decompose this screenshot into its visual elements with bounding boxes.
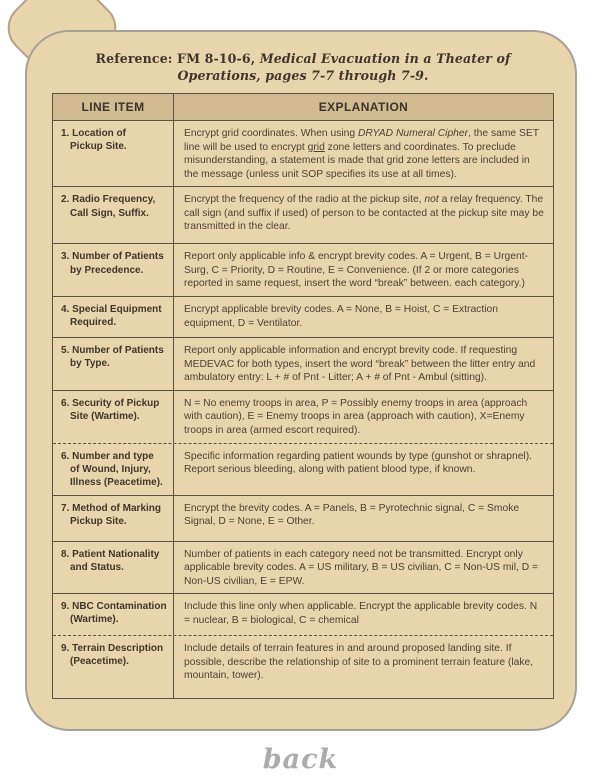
text-segment: grid: [307, 141, 325, 153]
medevac-table: [52, 93, 554, 699]
text-segment: a relay frequency. The call sign (and suffix if used) of person to be contacted at the pickup site may be transmitted in the clear.: [184, 194, 544, 233]
line-item-text: Required.: [70, 317, 117, 329]
line-item-cell: [53, 444, 174, 495]
table-row: [53, 496, 553, 542]
explanation-cell: [174, 496, 553, 541]
line-item-cell: [53, 297, 174, 337]
table-row: [53, 391, 553, 444]
explanation-cell: [174, 187, 553, 243]
text-segment: , the same SET line will be used to encrypt: [184, 128, 539, 153]
line-item-text: Pickup Site.: [70, 141, 127, 153]
line-item-text: Call Sign, Suffix.: [70, 207, 149, 219]
table-header-row: [53, 94, 553, 121]
line-item-text: 8. Patient Nationality: [61, 548, 160, 560]
reference-card: [25, 30, 577, 731]
text-segment: Medical Evacuation in a Theater of Operations, pages 7-7 through 7-9.: [177, 51, 511, 83]
explanation-cell: [174, 444, 553, 495]
line-item-cell: [53, 636, 174, 698]
line-item-cell: [53, 187, 174, 243]
line-item-text: 4. Special Equipment: [61, 304, 162, 316]
line-item-text: by Precedence.: [70, 264, 144, 276]
line-item-cell: [53, 542, 174, 594]
text-segment: DRYAD Numeral Cipher: [358, 128, 469, 139]
explanation-cell: [174, 297, 553, 337]
text-segment: Encrypt the frequency of the radio at the pickup site,: [184, 194, 425, 206]
text-segment: Reference: FM 8-10-6,: [95, 51, 260, 66]
explanation-cell: [174, 121, 553, 186]
line-item-cell: [53, 496, 174, 541]
line-item-text: 9. Terrain Description: [61, 643, 164, 655]
line-item-text: by Type.: [70, 358, 110, 370]
table-row: [53, 297, 553, 338]
line-item-text: (Wartime).: [70, 614, 119, 626]
line-item-text: 1. Location of: [61, 128, 126, 139]
line-item-text: 9. NBC Contamination: [61, 601, 167, 613]
explanation-cell: [174, 636, 553, 698]
explanation-cell: [174, 338, 553, 390]
text-segment: Encrypt the brevity codes. A = Panels, B = Pyrotechnic signal, C = Smoke Signal, D = None, E = Other.: [184, 502, 520, 528]
table-row: [53, 636, 553, 698]
line-item-text: 2. Radio Frequency,: [61, 194, 156, 206]
line-item-text: 3. Number of Patients: [61, 251, 164, 263]
back-label: back: [262, 744, 339, 776]
explanation-cell: [174, 244, 553, 296]
text-segment: Report only applicable info & encrypt brevity codes. A = Urgent, B = Urgent-Surg, C = Priority, D = Routine, E = Convenience. (If 2 or more categories reported in same request, insert the word “break” between. each category.): [184, 251, 528, 290]
text-segment: N = No enemy troops in area, P = Possibly enemy troops in area (approach with caution), E = Enemy troops in area (approach with caution), X=Enemy troops in area (armed escort required).: [184, 397, 528, 436]
table-row: [53, 187, 553, 244]
line-item-text: 6. Number and type: [61, 450, 154, 462]
text-segment: zone letters and coordinates. To preclude misunderstanding, a statement is made that grid zone letters are included in the message (unless unit SOP specifies its use at all times).: [184, 141, 530, 180]
explanation-cell: [174, 391, 553, 443]
text-segment: Report only applicable information and encrypt brevity code. If requesting MEDEVAC for both types, insert the word “break” between the litter entry and ambulatory entry: L + # of Pnt - Litter; A + # of Pnt - Ambul (sitting).: [184, 345, 536, 384]
line-item-cell: [53, 594, 174, 635]
line-item-text: 7. Method of Marking: [61, 502, 161, 514]
table-row: [53, 338, 553, 391]
line-item-cell: [53, 338, 174, 390]
reference-line: [52, 50, 554, 84]
table-row: [53, 542, 553, 595]
text-segment: not: [424, 194, 439, 206]
line-item-text: Site (Wartime).: [70, 410, 140, 422]
line-item-cell: [53, 121, 174, 186]
table-row: [53, 121, 553, 187]
text-segment: Number of patients in each category need not be transmitted. Encrypt only applicable brevity codes. A = US military, B = US civilian, C = Non-US mil, D = Non-US civilian, E = EPW.: [184, 548, 539, 587]
explanation-cell: [174, 542, 553, 594]
text-segment: Encrypt grid coordinates. When using: [184, 128, 358, 139]
line-item-cell: [53, 244, 174, 296]
table-body: [53, 121, 553, 698]
text-segment: Encrypt applicable brevity codes. A = None, B = Hoist, C = Extraction equipment, D = Ventilator.: [184, 304, 498, 329]
line-item-text: (Peacetime).: [70, 656, 129, 668]
line-item-text: Pickup Site.: [70, 515, 127, 527]
line-item-text: of Wound, Injury,: [70, 463, 151, 475]
table-row: [53, 244, 553, 297]
text-segment: Specific information regarding patient wounds by type (gunshot or shrapnel). Report serious bleeding, along with patient blood type, if known.: [184, 450, 533, 476]
column-header-explanation: EXPLANATION: [318, 100, 409, 114]
table-row: [53, 594, 553, 636]
text-segment: Include this line only when applicable. Encrypt the applicable brevity codes. N = nuclear, B = biological, C = chemical: [184, 601, 538, 626]
line-item-cell: [53, 391, 174, 443]
line-item-text: 6. Security of Pickup: [61, 397, 160, 409]
line-item-text: 5. Number of Patients: [61, 345, 164, 357]
column-header-line-item: LINE ITEM: [53, 94, 174, 120]
line-item-text: and Status.: [70, 561, 124, 573]
table-row: [53, 444, 553, 496]
line-item-text: Illness (Peacetime).: [70, 476, 163, 488]
text-segment: Include details of terrain features in and around proposed landing site. If possible, describe the relationship of site to a prominent terrain feature (lake, mountain, tower).: [184, 643, 534, 682]
explanation-cell: [174, 594, 553, 635]
